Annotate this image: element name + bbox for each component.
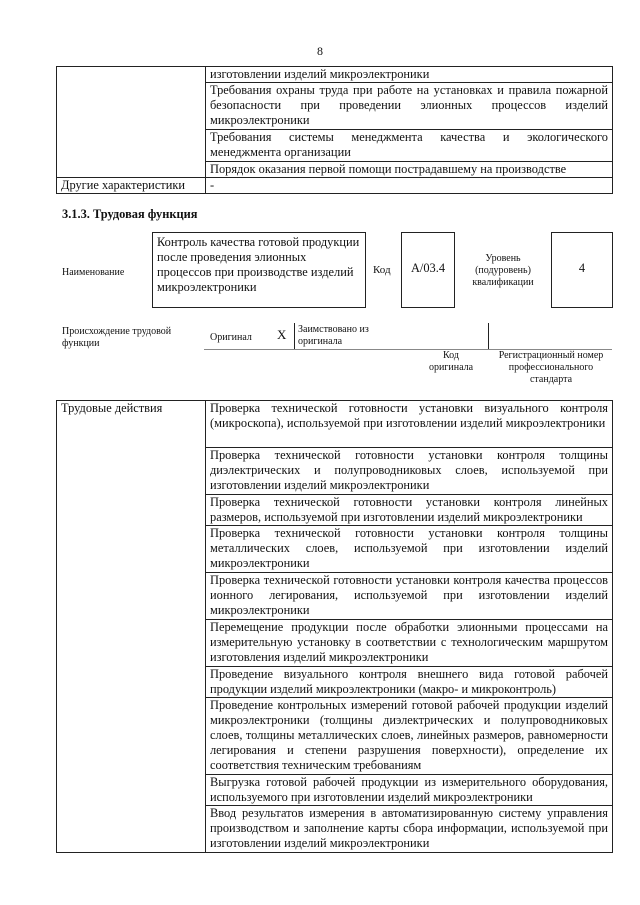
origin-label: Происхождение трудовой функции bbox=[62, 326, 172, 349]
origin-divider bbox=[294, 323, 295, 349]
labor-action-item: Проведение визуального контроля внешнего вида готовой рабочей продукции изделий микроэлектроники (макро- и микроконтроль) bbox=[206, 667, 613, 698]
origin-row bbox=[204, 323, 612, 350]
original-label: Оригинал bbox=[210, 332, 252, 343]
knowledge-row: изготовлении изделий микроэлектроники bbox=[206, 67, 613, 83]
origin-divider bbox=[488, 323, 489, 349]
level-box bbox=[551, 232, 613, 308]
other-characteristics-label: Другие характеристики bbox=[57, 178, 206, 194]
labor-actions-label: Трудовые действия bbox=[57, 401, 206, 853]
labor-action-item: Проверка технической готовности установки визуального контроля (микроскопа), используемой при изготовлении изделий микроэлектроники bbox=[206, 401, 613, 448]
other-characteristics-value: - bbox=[206, 178, 613, 194]
labor-action-item: Выгрузка готовой рабочей продукции из измерительного оборудования, используемого при изготовлении изделий микроэлектроники bbox=[206, 775, 613, 806]
level-value: 4 bbox=[578, 261, 586, 275]
labor-actions-table bbox=[56, 400, 613, 853]
labor-action-item: Проверка технической готовности установки контроля толщины металлических слоев, используемой при изготовлении изделий микроэлектроники bbox=[206, 526, 613, 573]
original-mark: X bbox=[277, 327, 287, 342]
labor-action-item: Ввод результатов измерения в автоматизированную систему управления производством и заполнение карты сбора информации, используемой при изготовлении изделий микроэлектроники bbox=[206, 806, 613, 853]
labor-action-item: Проверка технической готовности установки контроля линейных размеров, используемой при изготовлении изделий микроэлектроники bbox=[206, 495, 613, 526]
labor-action-item: Перемещение продукции после обработки элионными процессами на измерительную установку в соответствии с технологическим маршрутом изготовления изделий микроэлектроники bbox=[206, 620, 613, 667]
code-box bbox=[401, 232, 455, 308]
qualification-level-label: Уровень (подуровень) квалификации bbox=[472, 253, 534, 288]
function-name-box bbox=[152, 232, 366, 308]
code-label: Код bbox=[373, 264, 391, 276]
code-value: А/03.4 bbox=[410, 261, 446, 275]
knowledge-label-cell bbox=[57, 67, 206, 178]
knowledge-table bbox=[56, 66, 613, 194]
code-original-caption: Код оригинала bbox=[428, 350, 474, 373]
borrowed-label: Заимствовано из оригинала bbox=[298, 324, 369, 347]
knowledge-row: Требования охраны труда при работе на установках и правила пожарной безопасности при проведении элионных процессов изделий микроэлектроники bbox=[206, 83, 613, 130]
section-heading: 3.1.3. Трудовая функция bbox=[62, 207, 198, 221]
name-label: Наименование bbox=[62, 267, 125, 278]
function-name: Контроль качества готовой продукции после проведения элионных процессов при производстве изделий микроэлектроники bbox=[157, 235, 360, 294]
page-number: 8 bbox=[317, 44, 323, 58]
labor-action-item: Проверка технической готовности установки контроля качества процессов ионного легирования, используемой при изготовлении изделий микроэлектроники bbox=[206, 573, 613, 620]
knowledge-row: Порядок оказания первой помощи пострадавшему на производстве bbox=[206, 162, 613, 178]
labor-action-item: Проверка технической готовности установки контроля толщины диэлектрических и полупроводниковых слоев, используемой при изготовлении изделий микроэлектроники bbox=[206, 448, 613, 495]
knowledge-row: Требования системы менеджмента качества и экологического менеджмента организации bbox=[206, 130, 613, 162]
labor-action-item: Проведение контрольных измерений готовой рабочей продукции изделий микроэлектроники (толщины диэлектрических и полупроводниковых слоев, толщины металлических слоев, линейных размеров, равномерности легирования и степени разрушения поверхности), определение их соответствия техническим требованиям bbox=[206, 698, 613, 775]
registration-number-caption: Регистрационный номер профессионального стандарта bbox=[498, 350, 604, 385]
